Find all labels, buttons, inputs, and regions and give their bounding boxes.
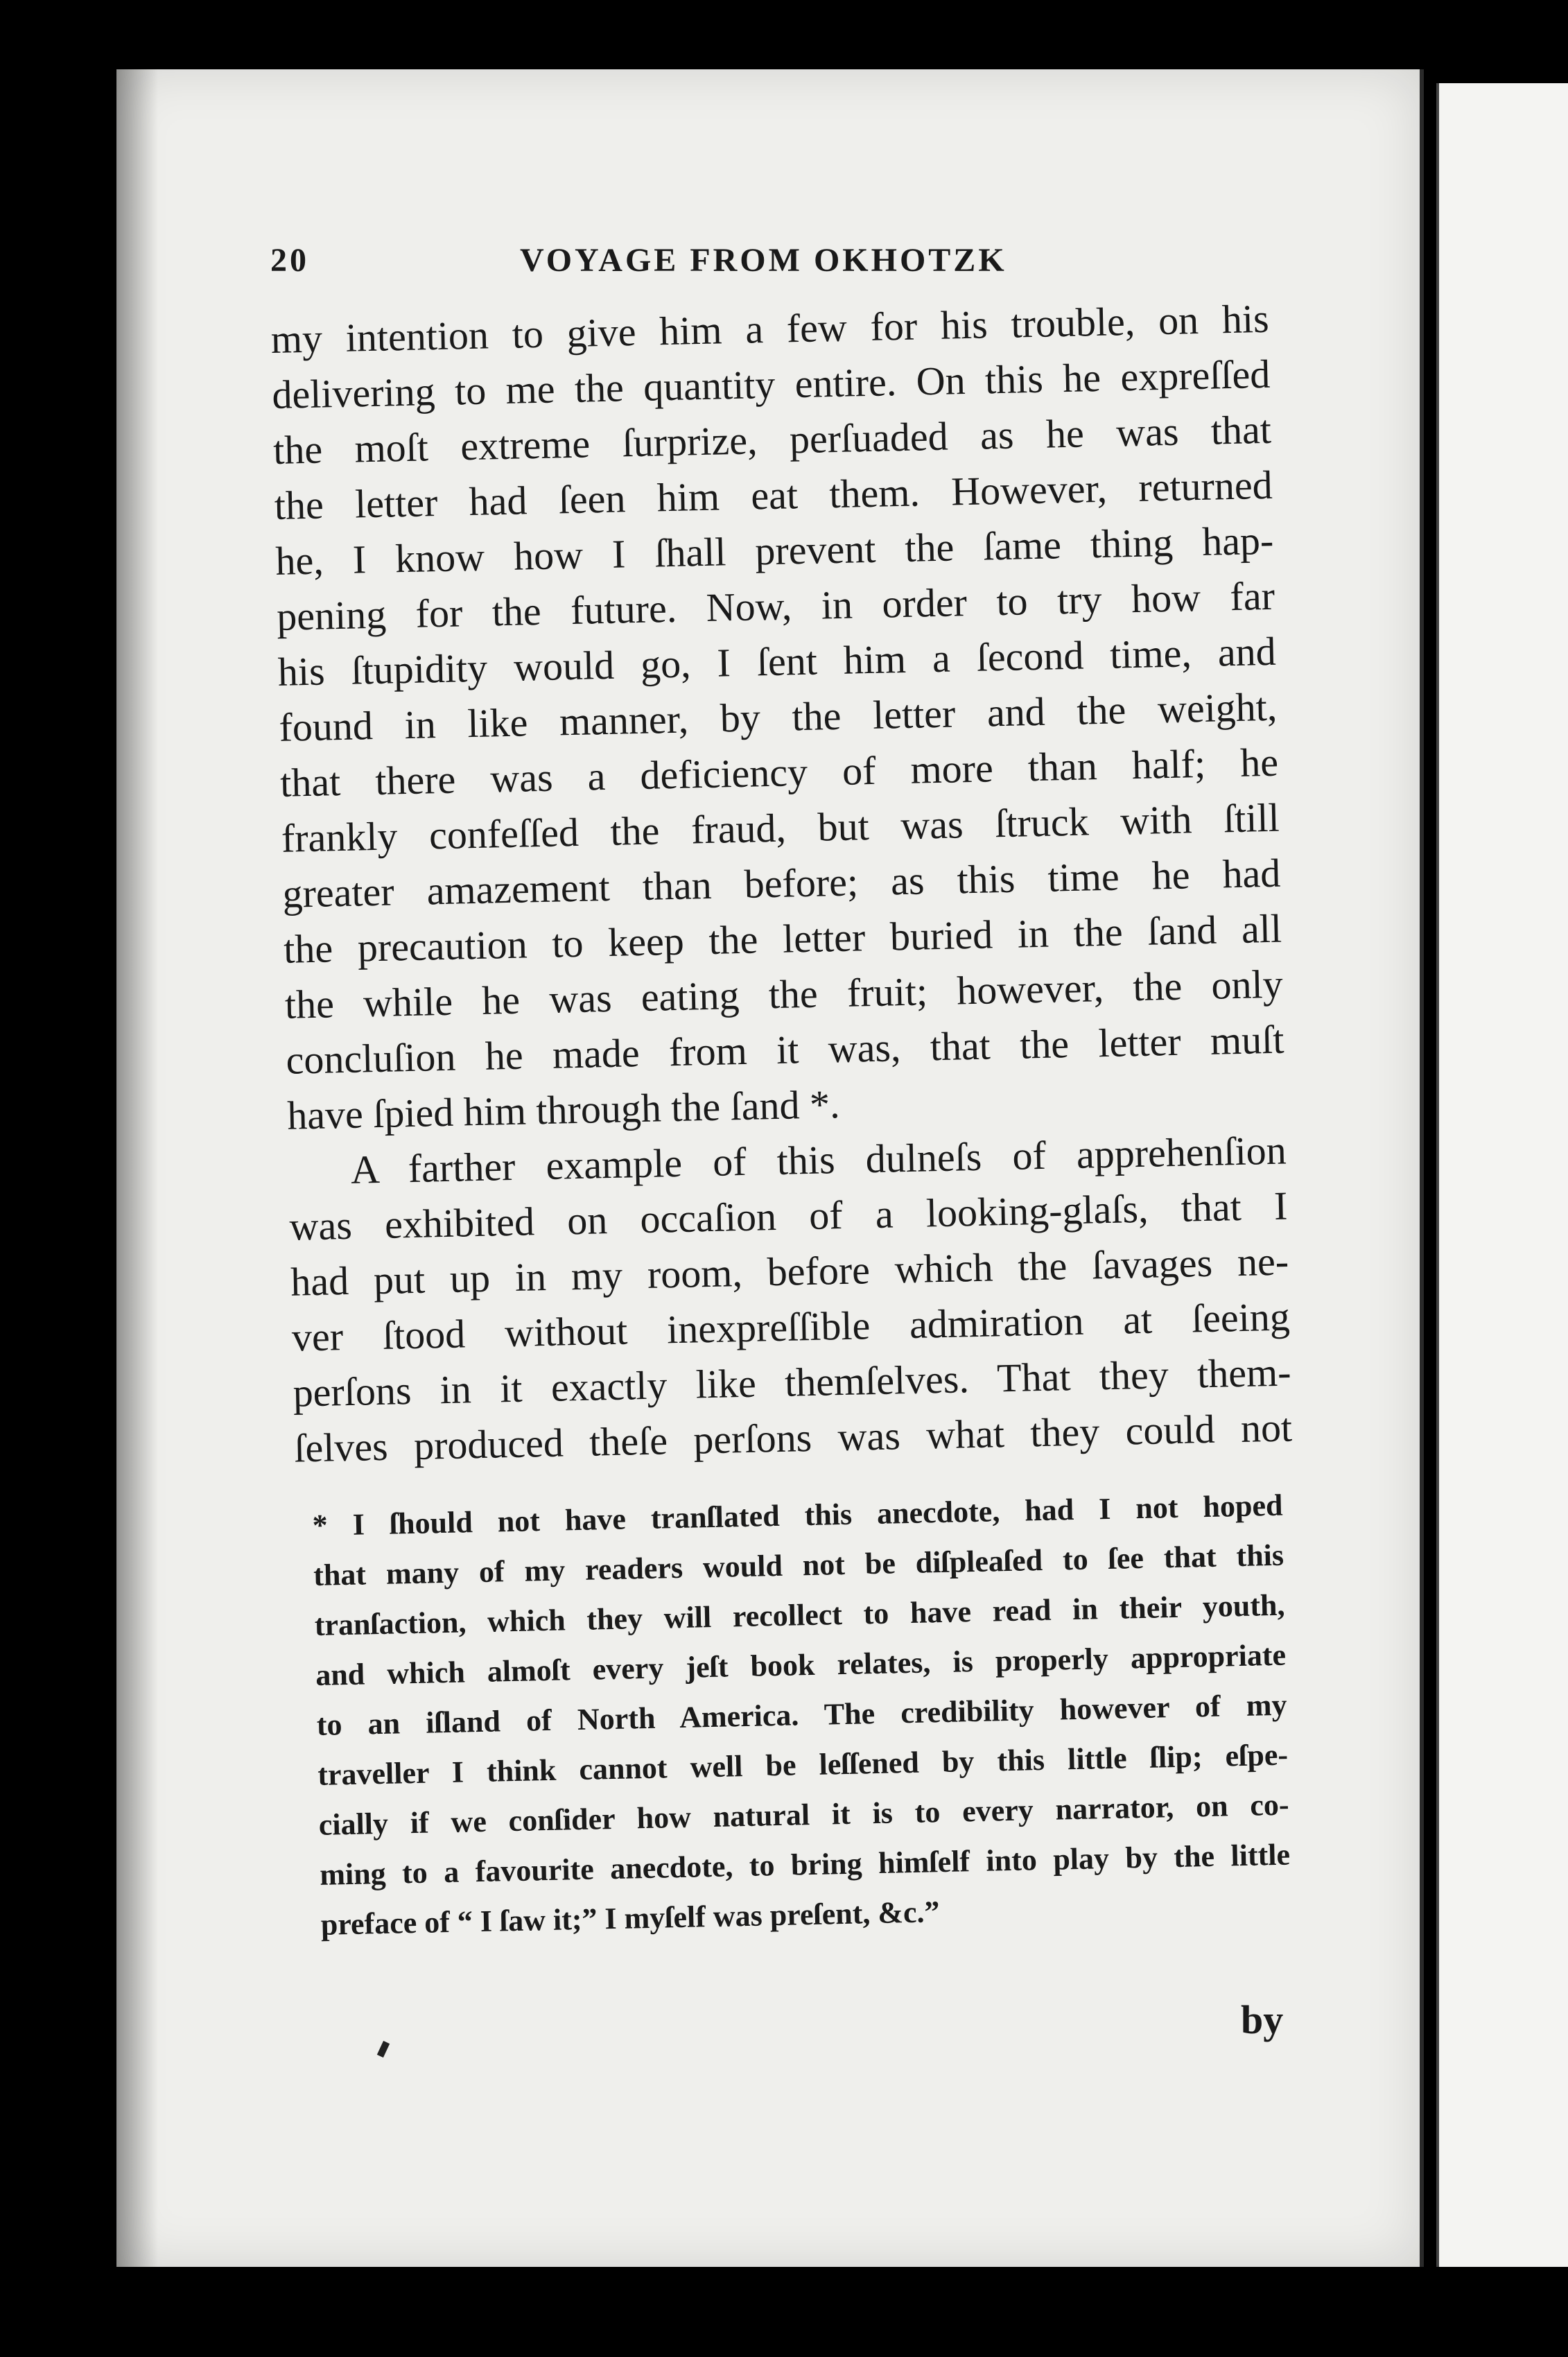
text-line: delivering to me the quantity entire. On this he expreſſed: [271, 351, 1271, 417]
footnote-line: ming to a favourite anecdote, to bring himſelf into play by the little: [319, 1837, 1291, 1892]
footnote-line: * I ſhould not have tranſlated this anecdote, had I not hoped: [312, 1488, 1283, 1542]
running-header: [270, 241, 1296, 290]
text-line: concluſion he made from it was, that the letter muſt: [285, 1016, 1284, 1083]
footnote-line: preface of “ I ſaw it;” I myſelf was preſent, &c.”: [320, 1895, 940, 1942]
text-line: pening for the future. Now, in order to try how far: [276, 573, 1275, 639]
footnote-line: that many of my readers would not be diſpleaſed to ſee that this: [313, 1538, 1284, 1592]
running-title: VOYAGE FROM OKHOTZK: [520, 242, 1007, 279]
text-line: the precaution to keep the letter buried in the ſand all: [283, 905, 1282, 972]
main-text: [270, 291, 1293, 1477]
footnote-line: traveller I think cannot well be leſſened by this little ſlip; eſpe-: [317, 1737, 1289, 1792]
page-number: 20: [270, 242, 309, 279]
catchword: by: [1241, 1997, 1284, 2042]
text-line: that there was a deficiency of more than half; he: [279, 739, 1279, 806]
text-line: ver ſtood without inexpreſſible admiration at ſeeing: [291, 1294, 1291, 1360]
text-line: the moſt extreme ſurprize, perſuaded as he was that: [272, 406, 1272, 473]
text-line: his ſtupidity would go, I ſent him a ſecond time, and: [277, 628, 1277, 695]
text-line: was exhibited on occaſion of a looking-glaſs, that I: [288, 1183, 1288, 1249]
text-line: he, I know how I ſhall prevent the ſame thing hap-: [275, 517, 1274, 584]
footnote: [312, 1481, 1291, 1950]
footnote-line: to an iſland of North America. The credibility however of my: [316, 1687, 1287, 1742]
right-page-edge: [1436, 83, 1568, 2267]
text-line: perſons in it exactly like themſelves. That they them-: [292, 1349, 1292, 1416]
footnote-line: and which almoſt every jeſt book relates, is properly appropriate: [315, 1637, 1287, 1692]
text-line: A farther example of this dulneſs of apprehenſion: [350, 1127, 1287, 1192]
text-line: frankly confeſſed the fraud, but was ſtruck with ſtill: [281, 794, 1280, 861]
text-line: the letter had ſeen him eat them. However, returned: [274, 462, 1273, 528]
text-line: my intention to give him a few for his trouble, on his: [270, 295, 1270, 362]
text-line: had put up in my room, before which the ſavages ne-: [290, 1238, 1289, 1305]
text-line: the while he was eating the fruit; however, the only: [284, 961, 1284, 1027]
footnote-line: tranſaction, which they will recollect to have read in their youth,: [314, 1588, 1285, 1642]
text-line: greater amazement than before; as this time he had: [281, 850, 1281, 916]
footnote-line: cially if we conſider how natural it is to every narrator, on co-: [318, 1787, 1289, 1842]
text-line: ſelves produced theſe perſons was what they could not: [293, 1404, 1293, 1471]
text-line: have ſpied him through the ſand *.: [286, 1081, 841, 1138]
text-line: found in like manner, by the letter and the weight,: [278, 684, 1278, 750]
